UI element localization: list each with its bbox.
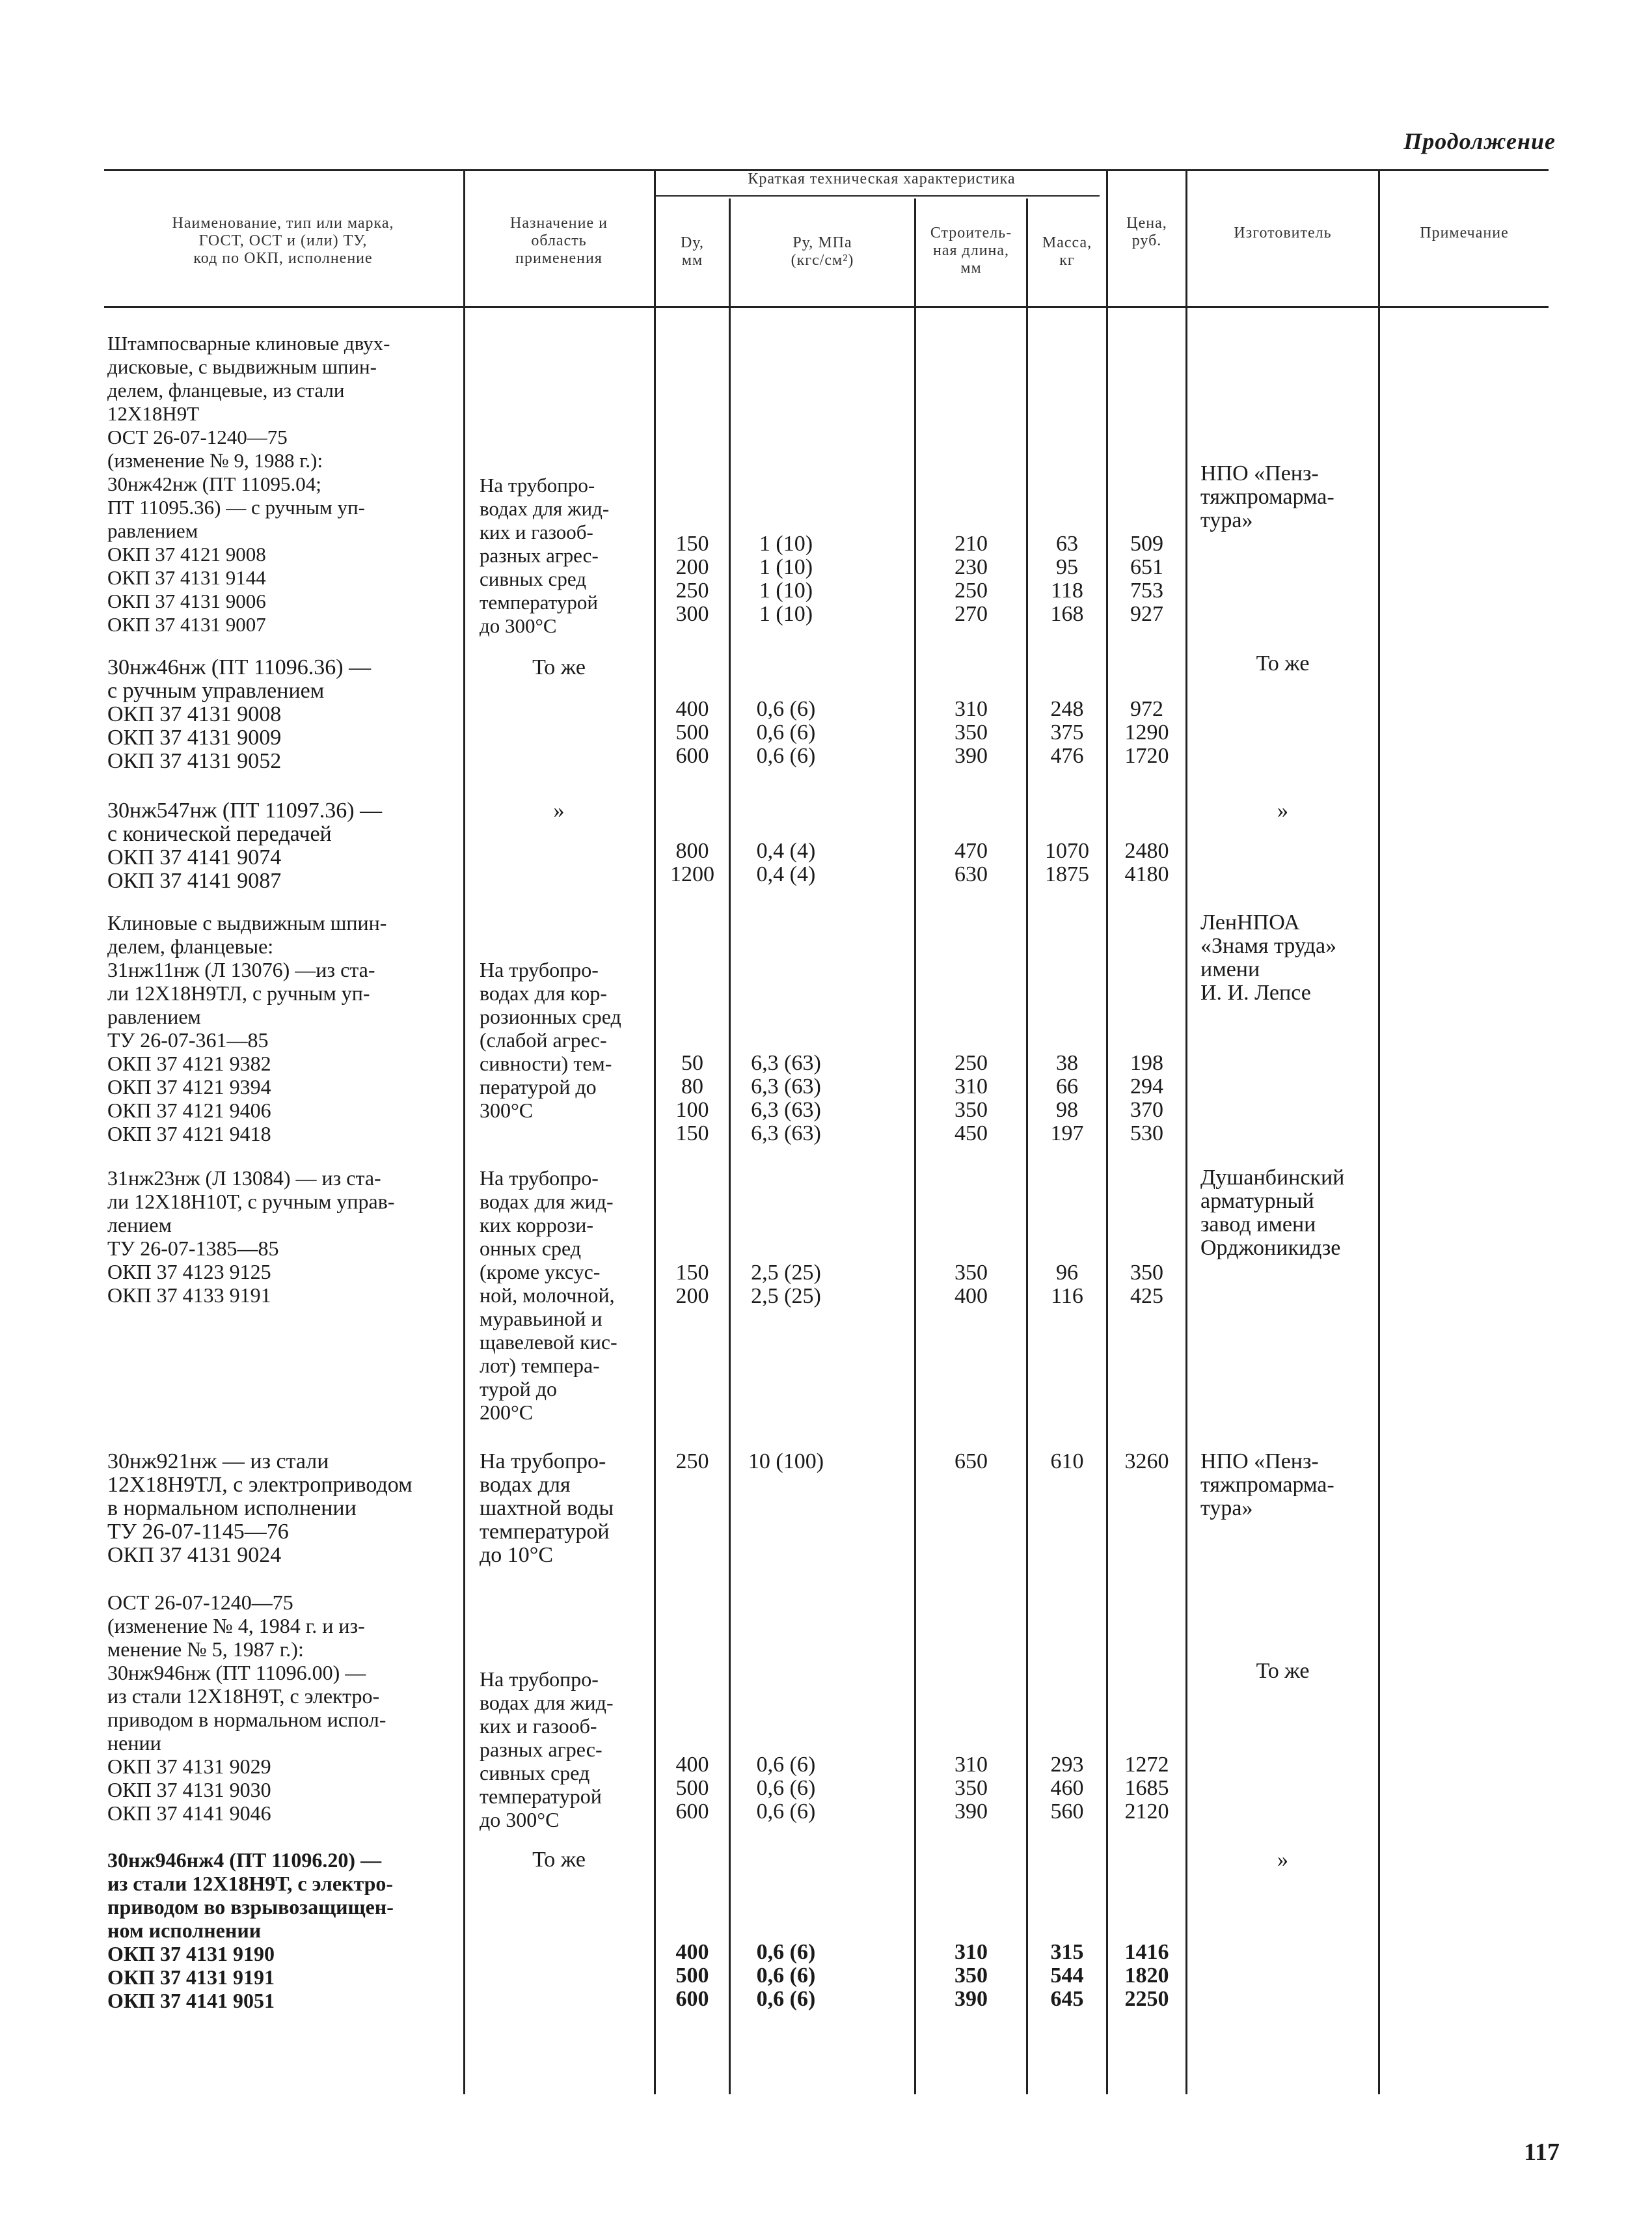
row-length: 310 350 390 <box>955 1940 988 2011</box>
row-mass: 315 544 645 <box>1050 1940 1084 2011</box>
header-length: Строитель- ная длина, мм <box>930 225 1012 277</box>
row-dy: 250 <box>675 1449 709 1473</box>
row-price: 1272 1685 2120 <box>1124 1753 1169 1824</box>
row-price: 2480 4180 <box>1124 839 1169 886</box>
header-bottom-rule <box>104 306 1549 308</box>
row-mass: 293 460 560 <box>1050 1753 1084 1824</box>
row-purpose: На трубопро- водах для жид- ких и газооб- разных агрес- сивных сред температурой до 300°С <box>480 1667 614 1831</box>
header-price: Цена, руб. <box>1126 215 1167 249</box>
row-length: 650 <box>955 1449 988 1473</box>
row-name: Штампосварные клиновые двух- дисковые, с выдвижным шпин- делем, фланцевые, из стали 12Х18Н9Т ОСТ 26-07-1240—75 (изменение № 9, 1988 г.): 30нж42нж (ПТ 11095.04; ПТ 11095.36) — с ручным уп- равлением ОКП 37 4121 9008 ОКП 37 4131 9144 ОКП 37 4131 9006 ОКП 37 4131 9007 <box>107 332 390 636</box>
row-maker: ЛенНПОА «Знамя труда» имени И. И. Лепсе <box>1200 910 1337 1005</box>
row-name: ОСТ 26-07-1240—75 (изменение № 4, 1984 г. и из- менение № 5, 1987 г.): 30нж946нж (ПТ 11096.00) — из стали 12Х18Н9Т, с электро- приводом в нормальном испол- нении ОКП 37 4131 9029 ОКП 37 4131 9030 ОКП 37 4141 9046 <box>107 1591 386 1825</box>
row-price: 972 1290 1720 <box>1124 697 1169 768</box>
row-mass: 96 116 <box>1051 1261 1083 1308</box>
row-purpose: На трубопро- водах для жид- ких и газооб- разных агрес- сивных сред температурой до 300°С <box>480 474 610 637</box>
row-purpose: » <box>553 799 565 823</box>
row-maker: » <box>1277 799 1288 823</box>
row-py: 0,6 (6) 0,6 (6) 0,6 (6) <box>756 697 816 768</box>
col-divider-8 <box>1378 171 1380 2094</box>
row-price: 1416 1820 2250 <box>1124 1940 1169 2011</box>
header-maker: Изготовитель <box>1234 225 1332 241</box>
row-price: 3260 <box>1124 1449 1169 1473</box>
row-maker: Душанбинский арматурный завод имени Орджоникидзе <box>1200 1166 1345 1260</box>
header-py: Pу, МПа (кгс/см²) <box>791 234 854 269</box>
row-mass: 1070 1875 <box>1045 839 1089 886</box>
row-dy: 800 1200 <box>670 839 714 886</box>
header-tech: Краткая техническая характеристика <box>748 171 1016 187</box>
row-price: 350 425 <box>1130 1261 1163 1308</box>
row-price: 509 651 753 927 <box>1130 532 1163 626</box>
row-name: 30нж46нж (ПТ 11096.36) — с ручным управлением ОКП 37 4131 9008 ОКП 37 4131 9009 ОКП 37 4131 9052 <box>107 655 372 773</box>
header-purpose: Назначение и область применения <box>510 215 608 267</box>
col-divider-7 <box>1185 171 1187 2094</box>
row-purpose: На трубопро- водах для кор- розионных сред (слабой агрес- сивности) тем- пературой до 300°С <box>480 958 621 1122</box>
row-dy: 400 500 600 <box>675 1753 709 1824</box>
row-dy: 150 200 250 300 <box>675 532 709 626</box>
page-number: 117 <box>1524 2139 1560 2166</box>
header-mass: Масса, кг <box>1042 234 1092 269</box>
row-mass: 63 95 118 168 <box>1050 532 1084 626</box>
row-purpose: На трубопро- водах для жид- ких коррози- онных сред (кроме уксус- ной, молочной, муравьиной и щавелевой кис- лот) темпера- турой до 200°С <box>480 1166 617 1424</box>
row-mass: 38 66 98 197 <box>1050 1051 1084 1145</box>
row-purpose: На трубопро- водах для шахтной воды температурой до 10°С <box>480 1449 614 1567</box>
row-dy: 50 80 100 150 <box>675 1051 709 1145</box>
row-mass: 610 <box>1050 1449 1084 1473</box>
tech-sub-rule <box>654 195 1100 197</box>
row-py: 0,6 (6) 0,6 (6) 0,6 (6) <box>756 1940 816 2011</box>
row-py: 10 (100) <box>748 1449 824 1473</box>
row-py: 6,3 (63) 6,3 (63) 6,3 (63) 6,3 (63) <box>751 1051 821 1145</box>
row-length: 350 400 <box>955 1261 988 1308</box>
row-length: 250 310 350 450 <box>955 1051 988 1145</box>
row-name: 30нж547нж (ПТ 11097.36) — с конической передачей ОКП 37 4141 9074 ОКП 37 4141 9087 <box>107 799 383 893</box>
row-name: 30нж946нж4 (ПТ 11096.20) — из стали 12Х18Н9Т, с электро- приводом во взрывозащищен- ном исполнении ОКП 37 4131 9190 ОКП 37 4131 9191 ОКП 37 4141 9051 <box>107 1848 394 2012</box>
row-py: 0,6 (6) 0,6 (6) 0,6 (6) <box>756 1753 816 1824</box>
row-purpose: То же <box>532 655 586 679</box>
continuation-label: Продолжение <box>1403 128 1556 154</box>
header-note: Примечание <box>1420 225 1509 241</box>
row-name: 31нж23нж (Л 13084) — из ста- ли 12Х18Н10Т, с ручным управ- лением ТУ 26-07-1385—85 ОКП 37 4123 9125 ОКП 37 4133 9191 <box>107 1166 395 1307</box>
row-name: 30нж921нж — из стали 12Х18Н9ТЛ, с электроприводом в нормальном исполнении ТУ 26-07-1145—76 ОКП 37 4131 9024 <box>107 1449 413 1567</box>
row-py: 1 (10) 1 (10) 1 (10) 1 (10) <box>759 532 813 626</box>
row-dy: 400 500 600 <box>675 1940 709 2011</box>
row-py: 0,4 (4) 0,4 (4) <box>756 839 816 886</box>
row-maker: » <box>1277 1848 1288 1872</box>
row-name: Клиновые с выдвижным шпин- делем, фланцевые: 31нж11нж (Л 13076) —из ста- ли 12Х18Н9ТЛ, с ручным уп- равлением ТУ 26-07-361—85 ОКП 37 4121 9382 ОКП 37 4121 9394 ОКП 37 4121 9406 ОКП 37 4121 9418 <box>107 911 387 1145</box>
row-mass: 248 375 476 <box>1050 697 1084 768</box>
row-length: 210 230 250 270 <box>955 532 988 626</box>
row-maker: НПО «Пенз- тяжпромарма- тура» <box>1200 1449 1334 1520</box>
row-price: 198 294 370 530 <box>1130 1051 1163 1145</box>
row-maker: НПО «Пенз- тяжпромарма- тура» <box>1200 461 1334 532</box>
row-length: 470 630 <box>955 839 988 886</box>
header-dy: Dу, мм <box>681 234 704 269</box>
row-py: 2,5 (25) 2,5 (25) <box>751 1261 821 1308</box>
row-purpose: То же <box>532 1848 586 1872</box>
row-length: 310 350 390 <box>955 697 988 768</box>
col-divider-1 <box>463 171 465 2094</box>
row-dy: 400 500 600 <box>675 697 709 768</box>
row-dy: 150 200 <box>675 1261 709 1308</box>
row-maker: То же <box>1256 651 1310 676</box>
row-maker: То же <box>1256 1659 1310 1683</box>
header-name: Наименование, тип или марка, ГОСТ, ОСТ и (или) ТУ, код по ОКП, исполнение <box>172 215 394 267</box>
row-length: 310 350 390 <box>955 1753 988 1824</box>
